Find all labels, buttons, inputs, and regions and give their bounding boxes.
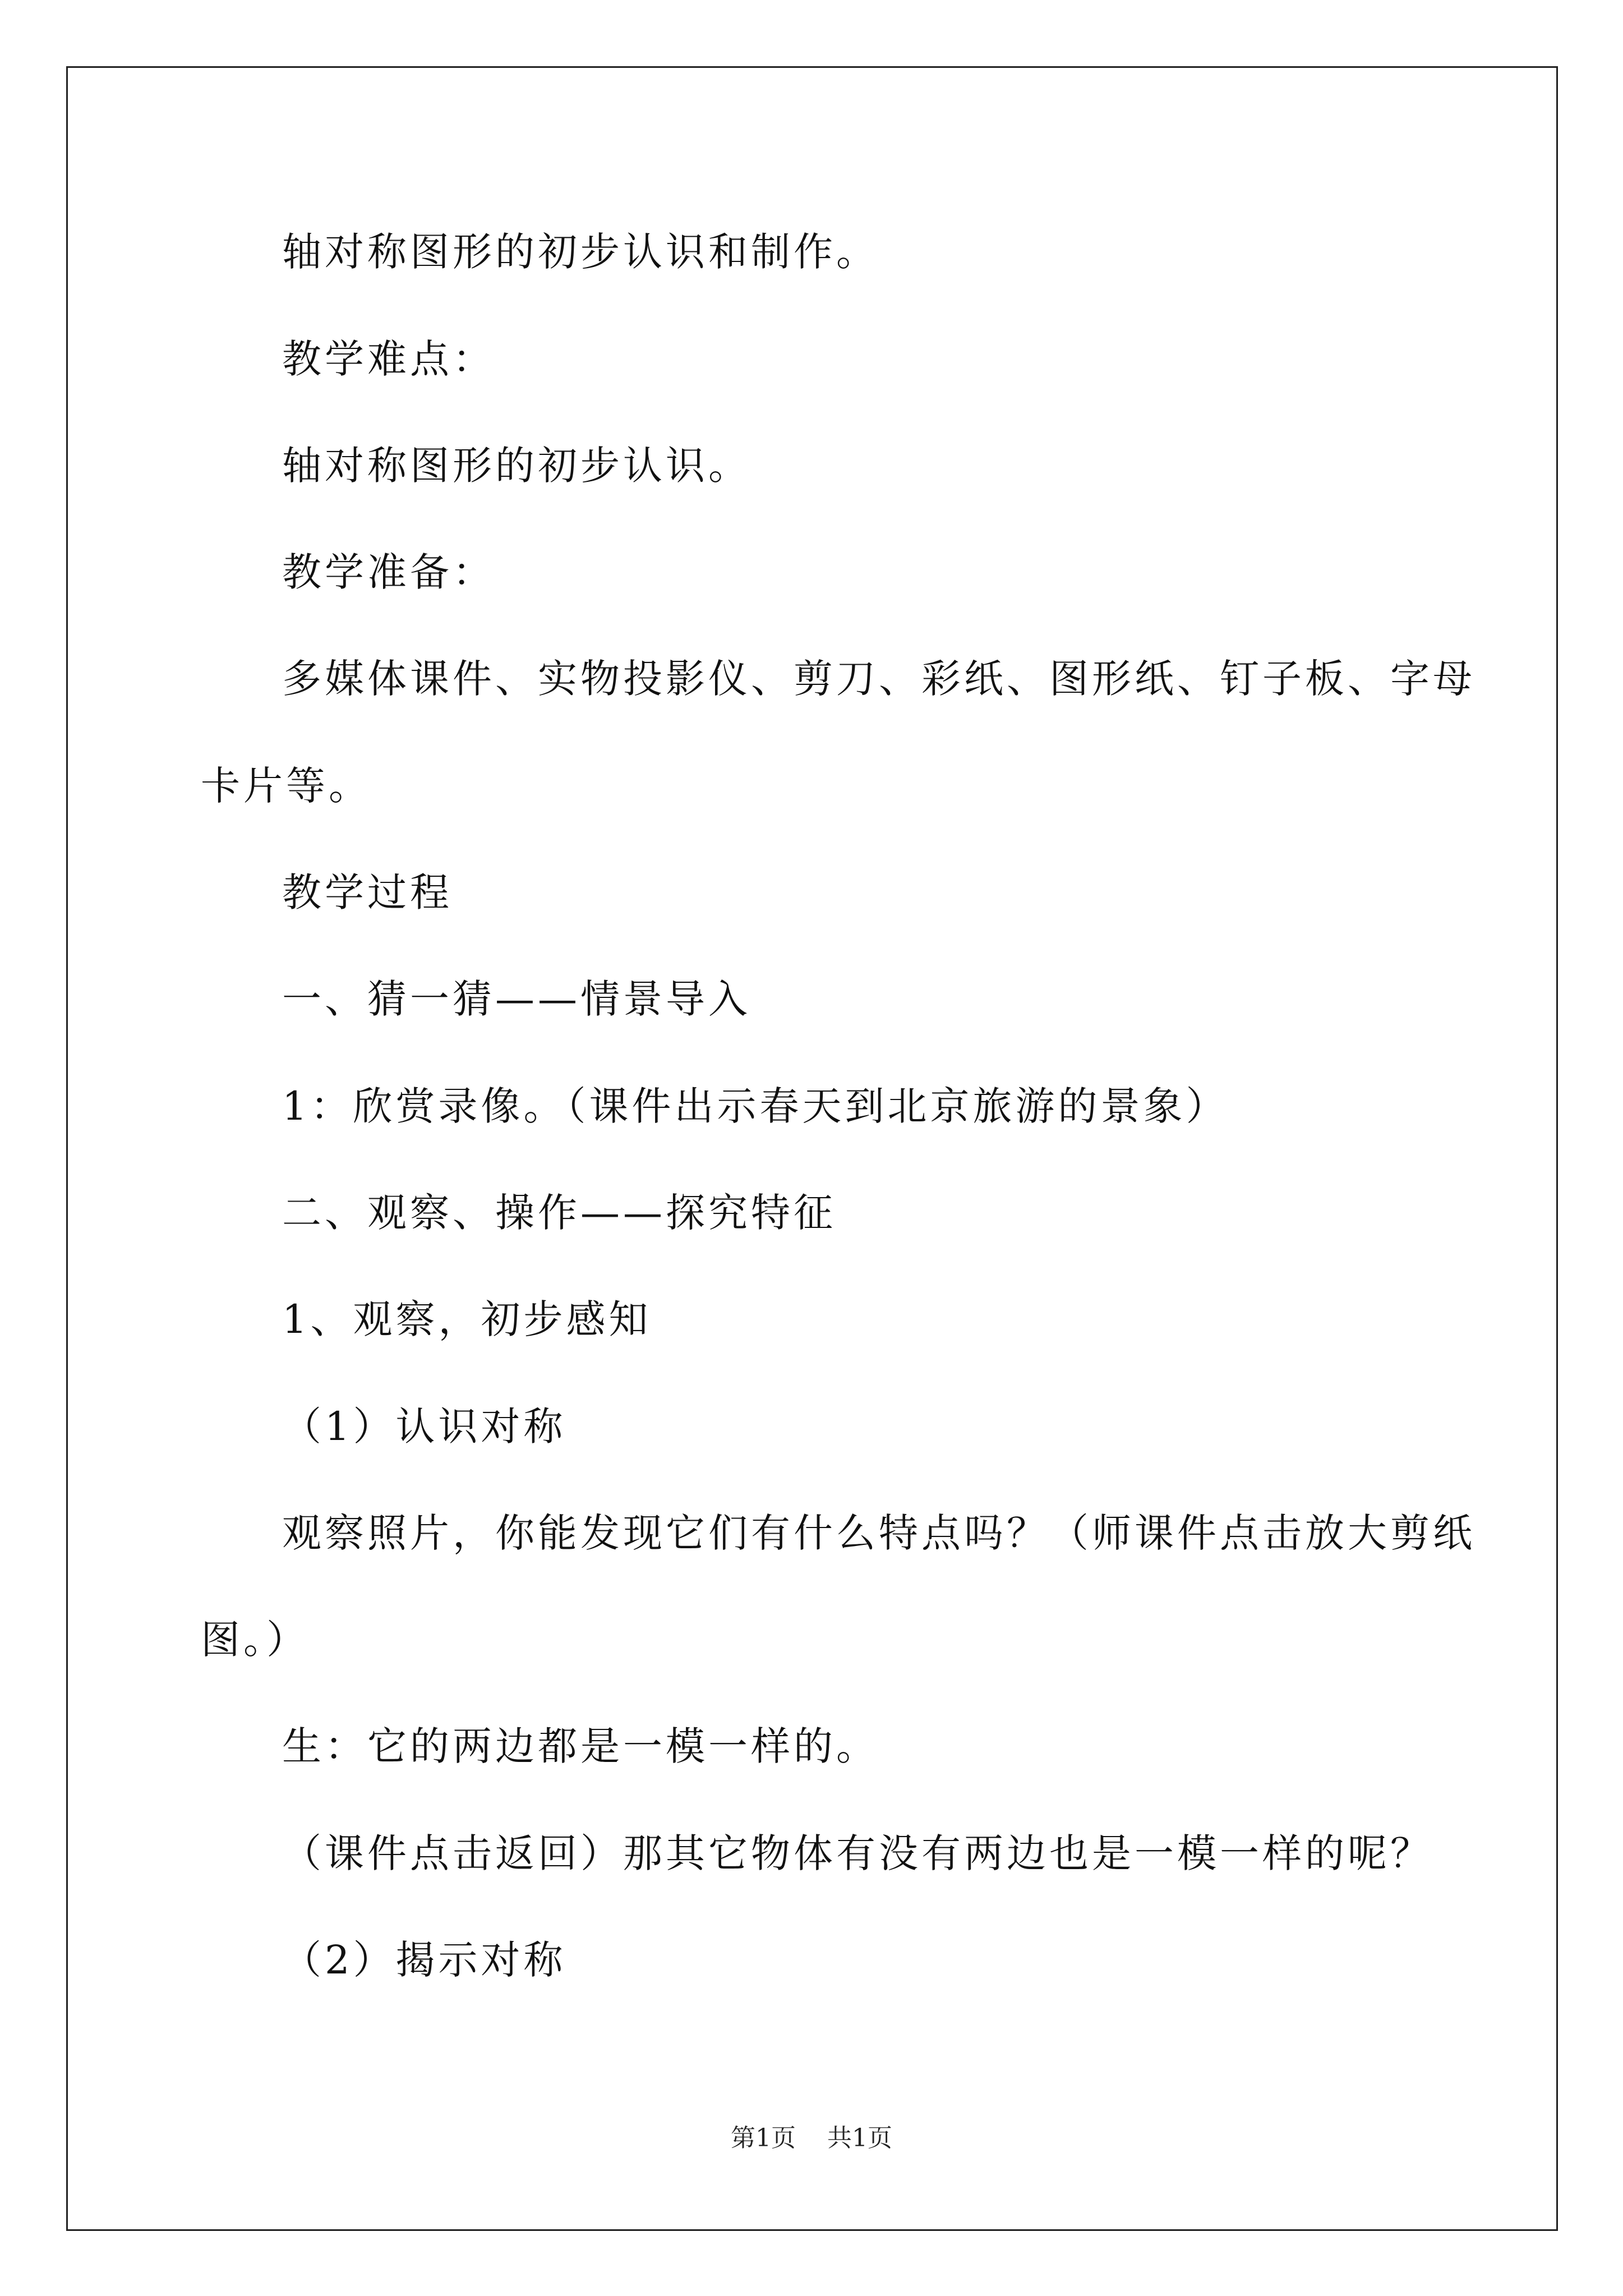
text-line: 1：欣赏录像。（课件出示春天到北京旅游的景象） (282, 1083, 1229, 1129)
text-line: 卡片等。 (201, 763, 371, 809)
section-heading: 教学过程 (282, 869, 453, 915)
page-total: 共1页 (827, 2124, 892, 2152)
text-line: 教学准备： (282, 549, 495, 595)
text-line: 观察照片，你能发现它们有什么特点吗？（师课件点击放大剪纸 (282, 1510, 1476, 1556)
text-line: （课件点击返回）那其它物体有没有两边也是一模一样的呢？ (282, 1830, 1433, 1876)
section-heading: 二、观察、操作——探究特征 (282, 1190, 836, 1236)
text-line: 生：它的两边都是一模一样的。 (282, 1723, 879, 1769)
text-line: 多媒体课件、实物投影仪、剪刀、彩纸、图形纸、钉子板、字母 (282, 656, 1476, 702)
text-line: 教学难点： (282, 336, 495, 382)
text-line: （1）认识对称 (282, 1404, 566, 1450)
section-heading: 一、猜一猜——情景导入 (282, 976, 751, 1022)
text-line: （2）揭示对称 (282, 1937, 566, 1983)
page-footer (0, 2126, 1623, 2151)
text-line: 轴对称图形的初步认识。 (282, 443, 751, 489)
page-number: 第1页 (731, 2124, 796, 2152)
text-line: 图。） (201, 1617, 309, 1663)
page-border (66, 66, 1558, 2231)
text-line: 1、观察，初步感知 (282, 1296, 652, 1342)
text-line: 轴对称图形的初步认识和制作。 (282, 229, 879, 275)
